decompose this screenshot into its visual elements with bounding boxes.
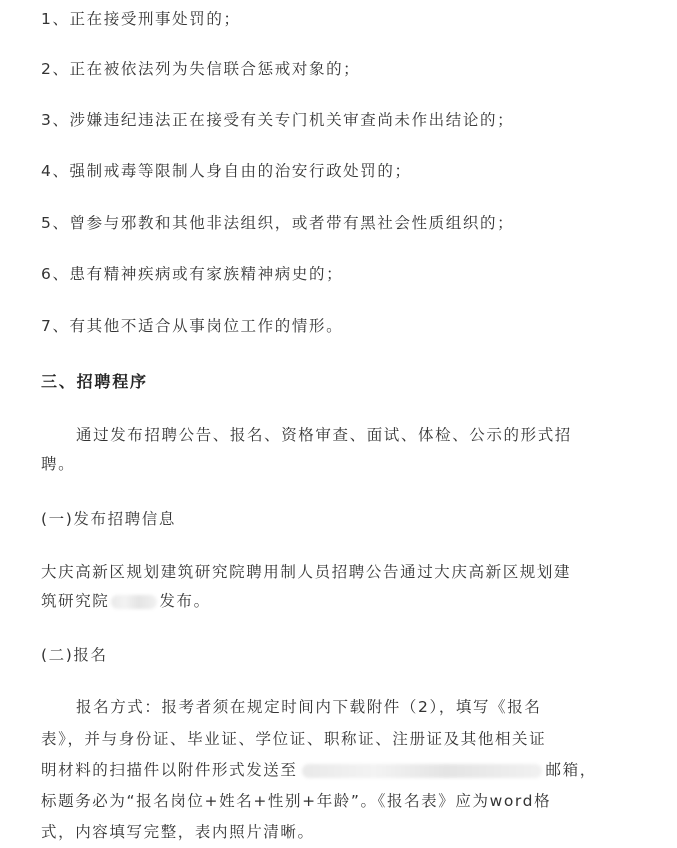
registration-line-5: 式，内容填写完整，表内照片清晰。 bbox=[41, 823, 315, 841]
section-heading-procedure: 三、招聘程序 bbox=[41, 372, 148, 391]
condition-item-2: 2、正在被依法列为失信联合惩戒对象的； bbox=[41, 60, 361, 78]
registration-line-3-end: 邮箱， bbox=[545, 761, 597, 779]
registration-line-3 bbox=[41, 760, 597, 780]
subheading-registration: (二)报名 bbox=[41, 646, 108, 664]
registration-line-1: 报名方式：报考者须在规定时间内下载附件（2），填写《报名 bbox=[76, 698, 542, 716]
publish-info-line-2 bbox=[41, 591, 211, 611]
registration-line-3-start: 明材料的扫描件以附件形式发送至 bbox=[41, 761, 298, 779]
publish-info-line-2-start: 筑研究院 bbox=[41, 592, 110, 610]
condition-item-7: 7、有其他不适合从事岗位工作的情形。 bbox=[41, 317, 344, 335]
publish-info-line-2-end: 发布。 bbox=[159, 592, 211, 610]
procedure-intro-line-1: 通过发布招聘公告、报名、资格审查、面试、体检、公示的形式招 bbox=[76, 426, 572, 444]
condition-item-5: 5、曾参与邪教和其他非法组织，或者带有黑社会性质组织的； bbox=[41, 214, 515, 232]
publish-info-line-1: 大庆高新区规划建筑研究院聘用制人员招聘公告通过大庆高新区规划建 bbox=[41, 563, 572, 581]
subheading-publish-info: (一)发布招聘信息 bbox=[41, 510, 176, 528]
registration-line-2: 表》，并与身份证、毕业证、学位证、职称证、注册证及其他相关证 bbox=[41, 730, 547, 748]
registration-line-4: 标题务必为“报名岗位+姓名+性别+年龄”。《报名表》应为word格 bbox=[41, 792, 552, 810]
redacted-email-blur bbox=[302, 764, 542, 778]
condition-item-4: 4、强制戒毒等限制人身自由的治安行政处罚的； bbox=[41, 162, 412, 180]
condition-item-1: 1、正在接受刑事处罚的； bbox=[41, 10, 241, 28]
condition-item-3: 3、涉嫌违纪违法正在接受有关专门机关审查尚未作出结论的； bbox=[41, 111, 515, 129]
procedure-intro-line-2: 聘。 bbox=[41, 455, 76, 473]
redacted-website-blur bbox=[111, 595, 157, 609]
condition-item-6: 6、患有精神疾病或有家族精神病史的； bbox=[41, 265, 344, 283]
